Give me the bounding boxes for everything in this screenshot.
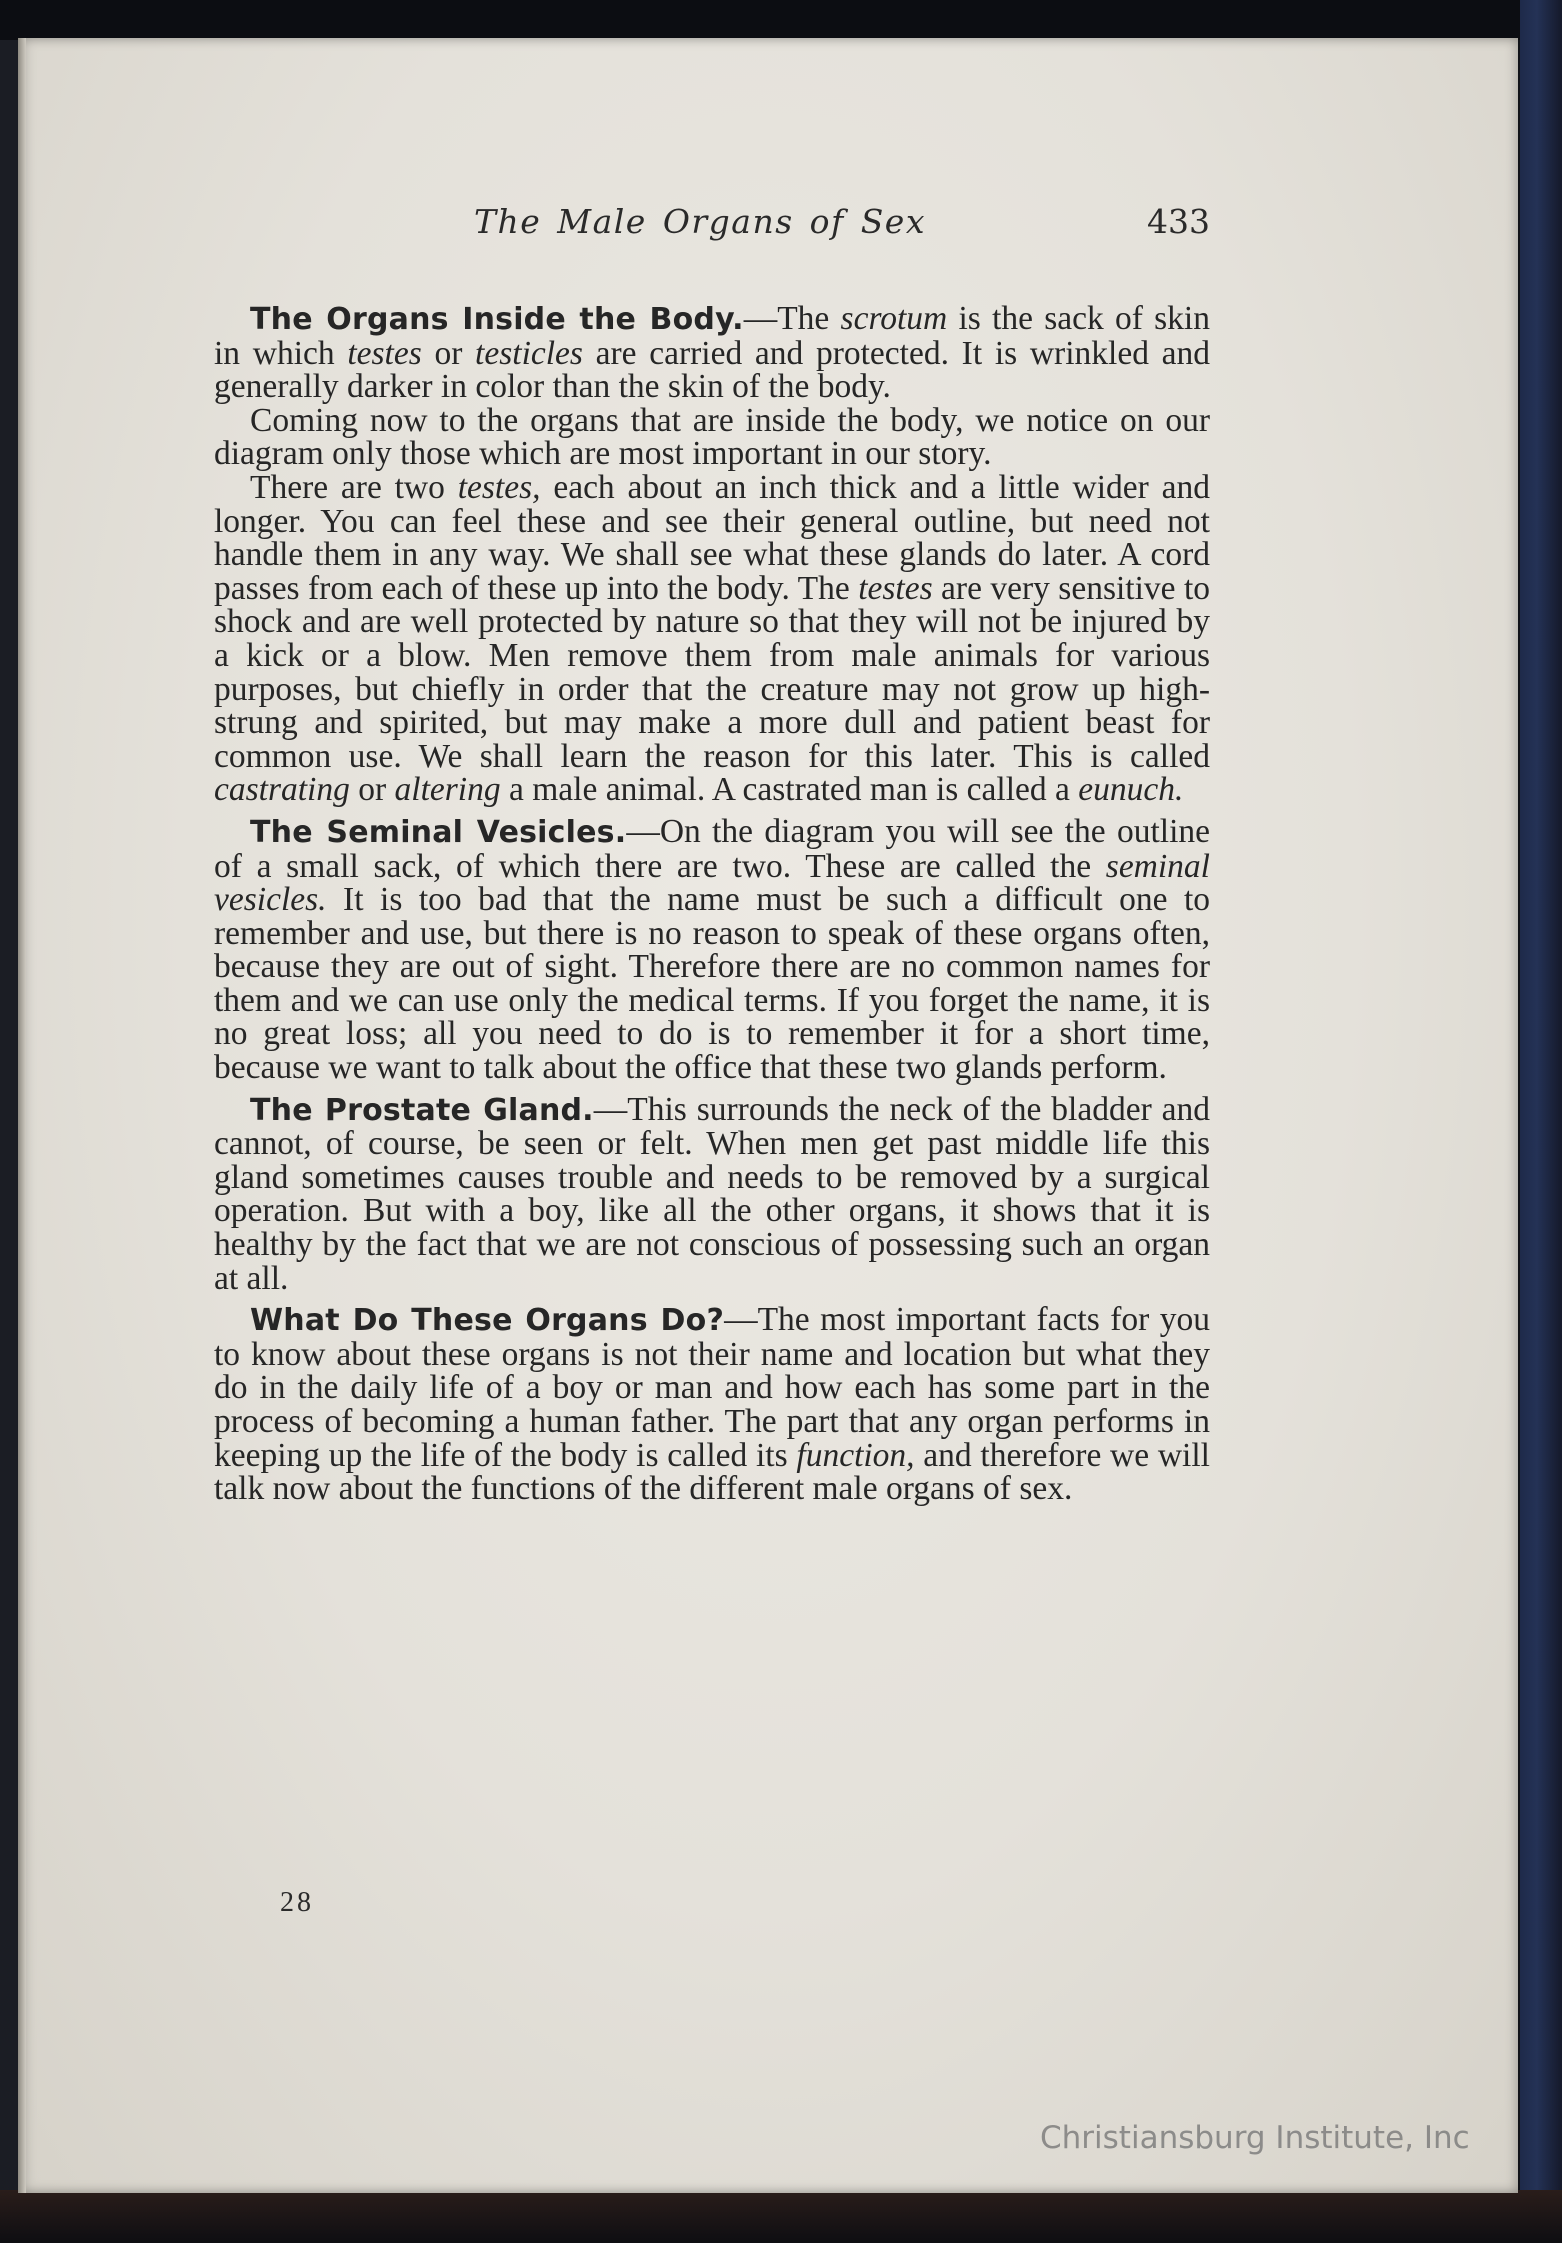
paragraph-text — [214, 813, 1210, 1086]
paragraph-heading: The Seminal Vesicles. — [250, 814, 627, 850]
paragraph — [214, 401, 1210, 473]
text-run: each about an inch thick and a little wider and longer. You can feel these and see their general outline, but need not handle them in any way. We shall see what these glands do later. A cord passes from each of these up into the body. The — [214, 468, 1210, 607]
italic-term: scrotum — [840, 300, 948, 337]
text-run: or — [421, 334, 476, 372]
paragraph — [214, 1303, 1210, 1506]
text-run: are carried and protected. It is wrinkled and generally darker in color than the skin of the body. — [214, 334, 1210, 406]
italic-term: function, — [796, 1436, 915, 1474]
page-number: 433 — [1147, 202, 1210, 241]
page-gutter-edge — [18, 38, 26, 2193]
paragraph-text — [214, 402, 1210, 473]
text-run: —The most important facts for you to know about these organs is not their name and location but what they do in the daily life of a boy or man and how each has some part in the process of becoming a human father. The part that any organ performs in keeping up the life of the body is called its — [214, 1301, 1210, 1474]
paragraph-heading: The Prostate Gland. — [250, 1092, 594, 1128]
italic-term: testes — [858, 569, 933, 607]
italic-term: eunuch. — [1078, 771, 1184, 809]
paragraph-heading: What Do These Organs Do? — [250, 1303, 725, 1339]
text-run: —On the diagram you will see the outline of a small sack, of which there are two. These are called the — [214, 812, 1211, 885]
book-cover-top — [0, 0, 1562, 40]
paragraph — [214, 1090, 1210, 1297]
text-run: and therefore we will talk now about the functions of the different male organs of sex. — [214, 1436, 1210, 1508]
text-run: There are two — [250, 468, 458, 506]
italic-term: testicles — [475, 334, 583, 372]
paragraph — [214, 302, 1210, 404]
italic-term: seminal vesicles. — [214, 847, 1210, 919]
paragraph-text — [214, 469, 1210, 808]
text-run: a male animal. A castrated man is called a — [500, 771, 1079, 809]
italic-term: castrating — [214, 771, 350, 809]
italic-term: altering — [394, 771, 501, 809]
paragraph — [214, 468, 1210, 809]
text-run: —This surrounds the neck of the bladder and cannot, of course, be seen or felt. When men get past middle life this gland sometimes causes trouble and needs to be removed by a surgical operation. But with a boy, like all the other organs, it shows that it is healthy by the fact that we are not conscious of possessing such an organ at all. — [214, 1090, 1210, 1297]
italic-term: testes — [347, 334, 422, 372]
text-run: It is too bad that the name must be such a difficult one to remember and use, but there is no reason to speak of these organs often, because they are out of sight. Therefore there are no common names for them and we can use only the medical terms. If you forget the name, it is no great loss; all you need to do is to remember it for a short time, because we want to talk about the office that these two glands perform. — [214, 881, 1210, 1087]
text-run: is the sack of skin in which — [214, 300, 1210, 372]
book-cover-spine-edge — [1520, 0, 1562, 2243]
page-header — [474, 202, 1210, 252]
watermark-text: Christiansburg Institute, Inc — [1040, 2120, 1470, 2156]
text-run: Coming now to the organs that are inside the body, we notice on our diagram only those which are most important in our story. — [214, 401, 1210, 473]
signature-mark: 28 — [280, 1887, 314, 1918]
italic-term: testes, — [457, 468, 541, 506]
paragraph-heading: The Organs Inside the Body. — [250, 302, 744, 337]
text-run: or — [349, 771, 395, 809]
body-text — [214, 302, 1210, 1506]
paragraph — [214, 812, 1211, 1087]
running-title: The Male Organs of Sex — [474, 202, 926, 241]
book-cover-bottom — [0, 2190, 1562, 2243]
text-run: —The — [743, 300, 841, 337]
text-run: are very sensitive to shock and are well protected by nature so that they will not be injured by a kick or a blow. Men remove them from male animals for various purposes, but chiefly in order that the creature may not grow up high-strung and spirited, but may make a more dull and patient beast for common use. We shall learn the reason for this later. This is called — [214, 569, 1210, 775]
